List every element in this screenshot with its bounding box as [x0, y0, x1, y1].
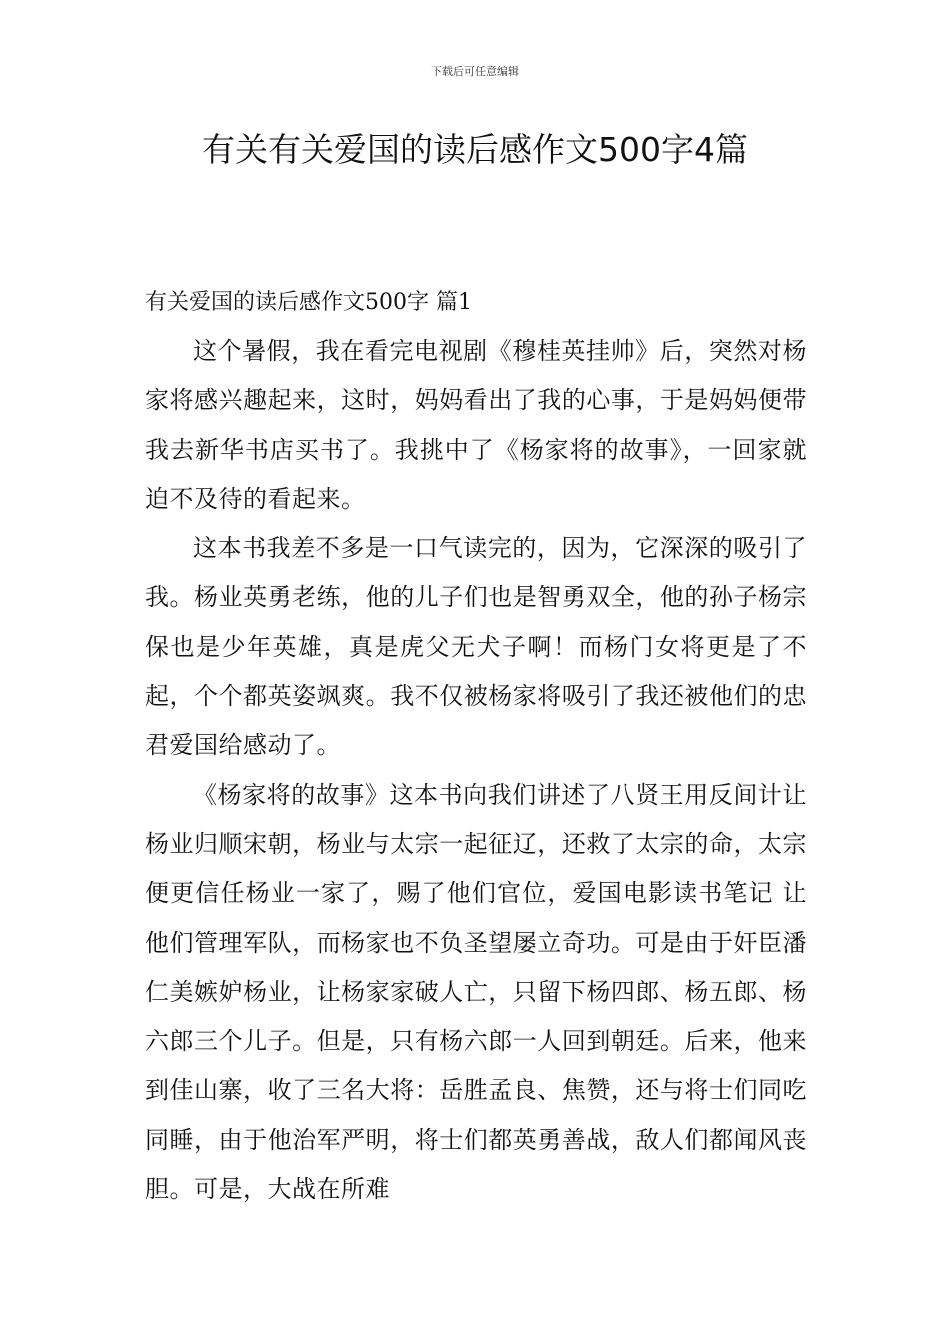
document-title: 有关有关爱国的读后感作文500字4篇 — [202, 130, 748, 169]
document-body — [145, 278, 807, 1214]
paragraph-1: 这个暑假，我在看完电视剧《穆桂英挂帅》后，突然对杨家将感兴趣起来，这时，妈妈看出了我的心事，于是妈妈便带我去新华书店买书了。我挑中了《杨家将的故事》，一回家就迫不及待的看起来。 — [145, 337, 807, 513]
page-header-note: 下载后可任意编辑 — [431, 65, 519, 78]
paragraph-3: 《杨家将的故事》这本书向我们讲述了八贤王用反间计让杨业归顺宋朝，杨业与太宗一起征辽，还救了太宗的命，太宗便更信任杨业一家了，赐了他们官位，爱国电影读书笔记 让他们管理军队，而杨家也不负圣望屡立奇功。可是由于奸臣潘仁美嫉妒杨业，让杨家家破人亡，只留下杨四郎、杨五郎、杨六郎三个儿子。但是，只有杨六郎一人回到朝廷。后来，他来到佳山寨，收了三名大将：岳胜孟良、焦赞，还与将士们同吃同睡，由于他治军严明，将士们都英勇善战，敌人们都闻风丧胆。可是，大战在所难 — [145, 780, 807, 1204]
paragraph-2: 这本书我差不多是一口气读完的，因为，它深深的吸引了我。杨业英勇老练，他的儿子们也是智勇双全，他的孙子杨宗保也是少年英雄，真是虎父无犬子啊！而杨门女将更是了不起，个个都英姿飒爽。我不仅被杨家将吸引了我还被他们的忠君爱国给感动了。 — [145, 534, 807, 760]
section-heading: 有关爱国的读后感作文500字 篇1 — [145, 290, 472, 315]
